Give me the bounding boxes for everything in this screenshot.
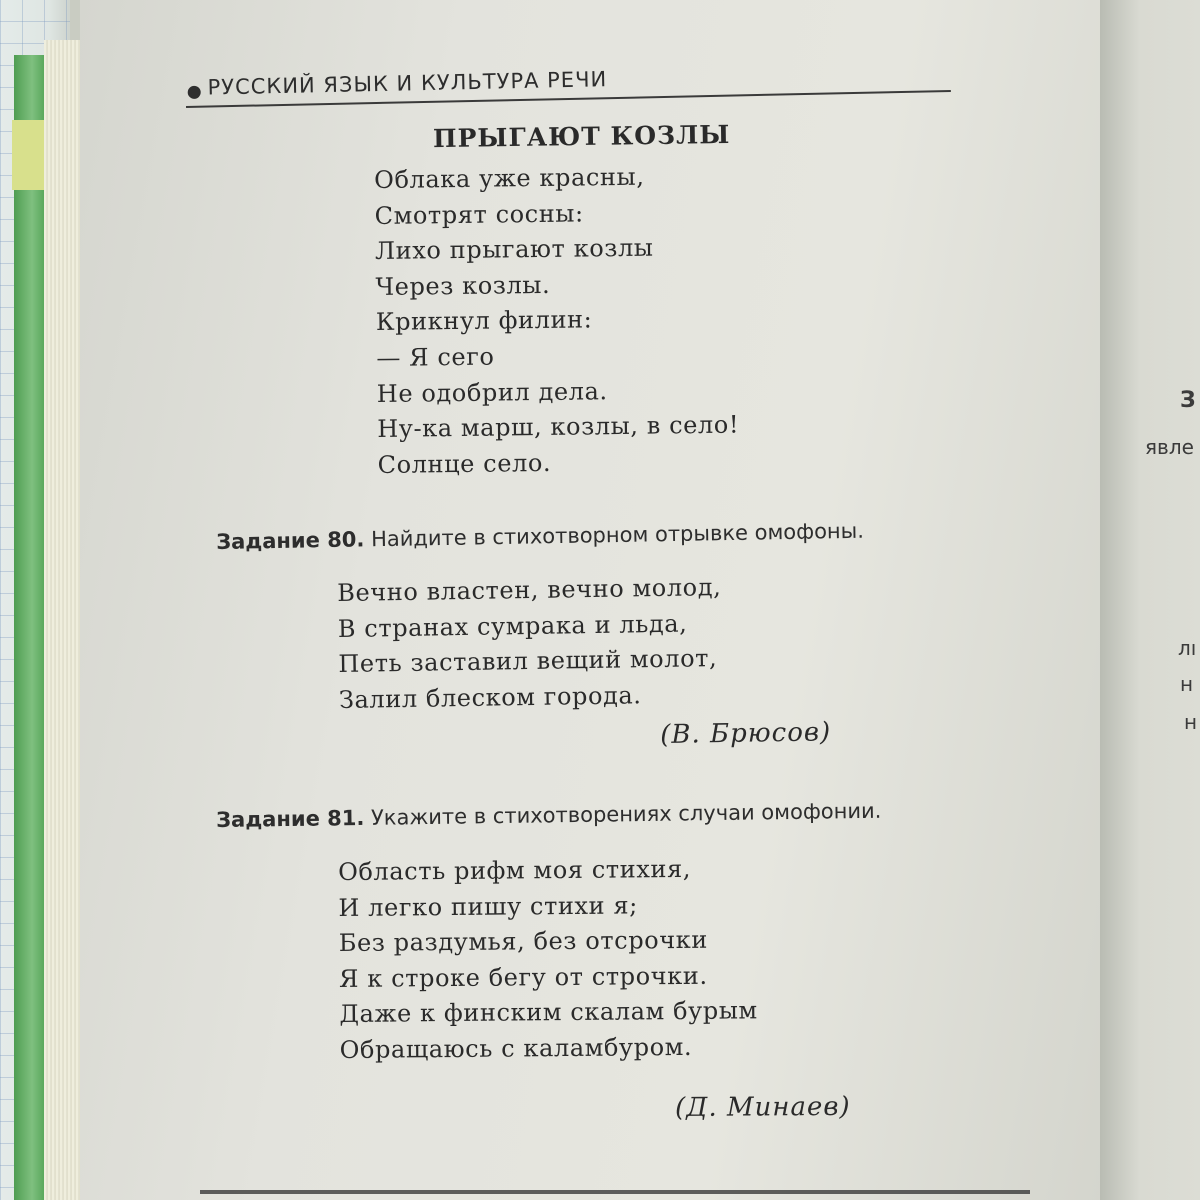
facing-page-fragment: лı	[1178, 636, 1197, 660]
poem-line: Даже к финским скалам бурым	[339, 996, 758, 1029]
task-81-text: Укажите в стихотворениях случаи омофонии.	[370, 798, 882, 830]
poem-line: Я к строке бегу от строчки.	[338, 961, 708, 993]
poem-line: Лихо прыгают козлы	[374, 233, 654, 266]
facing-page-fragment: н	[1180, 672, 1194, 696]
header-bullet	[188, 86, 201, 99]
header-title: РУССКИЙ ЯЗЫК И КУЛЬТУРА РЕЧИ	[207, 67, 608, 100]
task-80-poem	[337, 570, 723, 718]
footer-rule	[200, 1190, 1030, 1194]
poem-line: — Я сего	[376, 342, 495, 372]
poem-line: Обращаюсь с каламбуром.	[339, 1032, 693, 1064]
poem-line: Петь заставил вещий молот,	[338, 644, 718, 679]
poem-line: Ну-ка марш, козлы, в село!	[377, 410, 740, 444]
task-81-number: Задание 81.	[216, 805, 365, 832]
book-spine-label	[12, 120, 44, 190]
book-spine-green	[14, 55, 44, 1200]
task-80-number: Задание 80.	[216, 527, 365, 554]
task-80-author: (В. Брюсов)	[660, 717, 832, 750]
poem-title: ПРЫГАЮТ КОЗЛЫ	[432, 119, 731, 154]
poem-line: Не одобрил дела.	[376, 376, 608, 408]
poem-line: В странах сумрака и льда,	[337, 609, 688, 643]
poem-line: Вечно властен, вечно молод,	[337, 572, 722, 607]
poem-line: Область рифм моя стихия,	[338, 854, 692, 886]
poem-line: Залил блеском города.	[338, 681, 642, 714]
poem-line: Солнце село.	[377, 448, 552, 479]
poem-line: Облака уже красны,	[374, 162, 645, 194]
task-81-poem	[338, 851, 758, 1068]
poem-line: Крикнул филин:	[375, 305, 593, 337]
poem-text	[374, 159, 740, 484]
facing-page-fragment: явле	[1145, 435, 1194, 459]
facing-page	[1100, 0, 1200, 1200]
page-edges	[44, 40, 84, 1200]
poem-line: Без раздумья, без отсрочки	[338, 925, 709, 958]
poem-line: Через козлы.	[375, 270, 551, 301]
facing-page-fragment: З	[1180, 388, 1196, 413]
facing-page-fragment: н	[1184, 710, 1198, 734]
poem-line: Смотрят сосны:	[374, 199, 584, 230]
task-80-text: Найдите в стихотворном отрывке омофоны.	[370, 518, 865, 552]
task-81-author: (Д. Минаев)	[675, 1091, 851, 1123]
poem-line: И легко пишу стихи я;	[338, 890, 638, 922]
